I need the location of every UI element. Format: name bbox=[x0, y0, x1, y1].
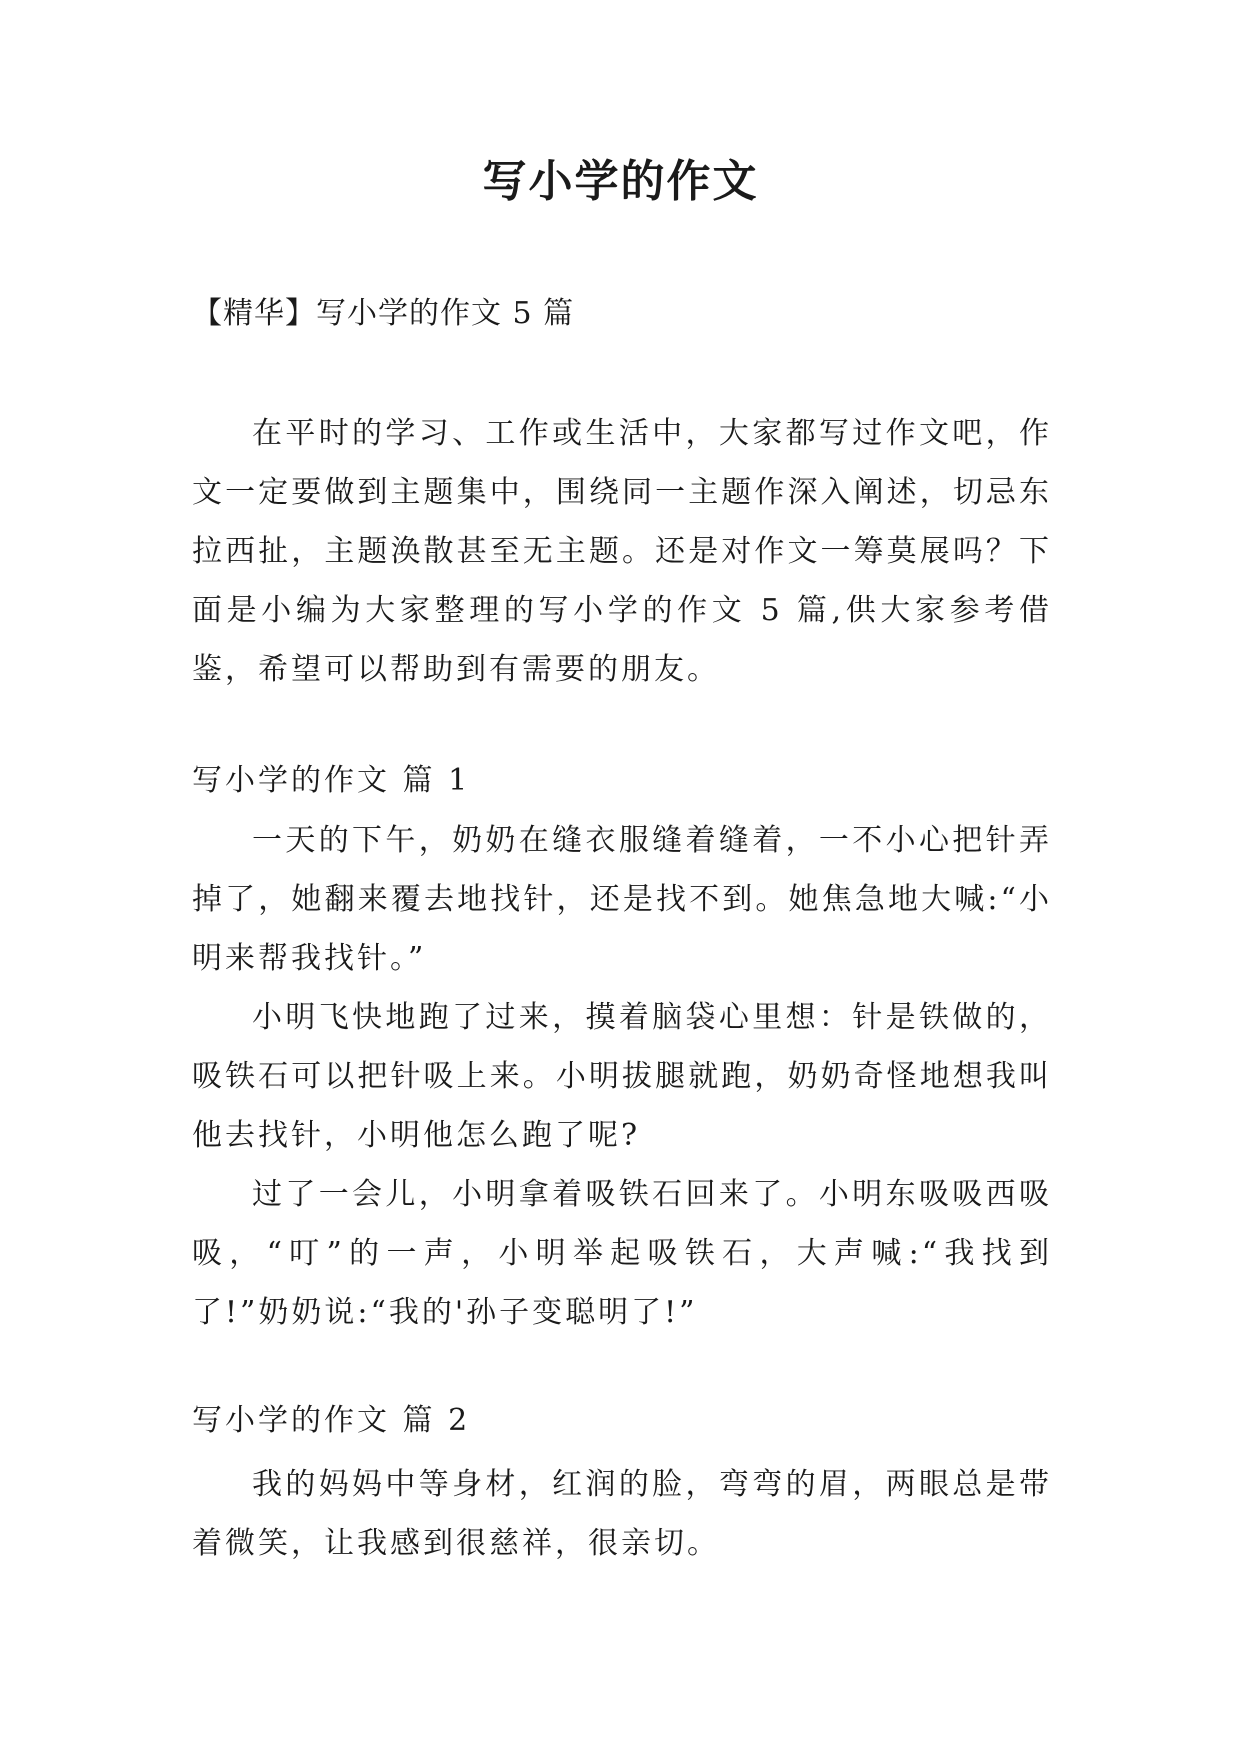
section-1-paragraph-3: 过了一会儿，小明拿着吸铁石回来了。小明东吸吸西吸吸，“叮”的一声，小明举起吸铁石，大声喊:“我找到了!”奶奶说:“我的'孙子变聪明了!” bbox=[192, 1177, 1052, 1330]
intro-paragraph: 在平时的学习、工作或生活中，大家都写过作文吧，作文一定要做到主题集中，围绕同一主题作深入阐述，切忌东拉西扯，主题涣散甚至无主题。还是对作文一筹莫展吗？下面是小编为大家整理的写小学的作文 5 篇,供大家参考借鉴，希望可以帮助到有需要的朋友。 bbox=[192, 416, 1052, 687]
section-body-1 bbox=[192, 811, 1052, 1342]
section-1-paragraph-2: 小明飞快地跑了过来，摸着脑袋心里想：针是铁做的，吸铁石可以把针吸上来。小明拔腿就跑，奶奶奇怪地想我叫他去找针，小明他怎么跑了呢? bbox=[192, 1000, 1052, 1153]
document-title: 写小学的作文 bbox=[482, 156, 759, 207]
section-heading-2: 写小学的作文 篇 2 bbox=[192, 1403, 471, 1438]
document-subtitle: 【精华】写小学的作文 5 篇 bbox=[192, 296, 575, 331]
intro-block bbox=[192, 404, 1052, 699]
section-1-paragraph-1: 一天的下午，奶奶在缝衣服缝着缝着，一不小心把针弄掉了，她翻来覆去地找针，还是找不到。她焦急地大喊:“小明来帮我找针。” bbox=[192, 823, 1052, 976]
section-body-2 bbox=[192, 1455, 1052, 1573]
section-heading-1: 写小学的作文 篇 1 bbox=[192, 763, 471, 798]
section-2-paragraph-1: 我的妈妈中等身材，红润的脸，弯弯的眉，两眼总是带着微笑，让我感到很慈祥，很亲切。 bbox=[192, 1467, 1052, 1561]
